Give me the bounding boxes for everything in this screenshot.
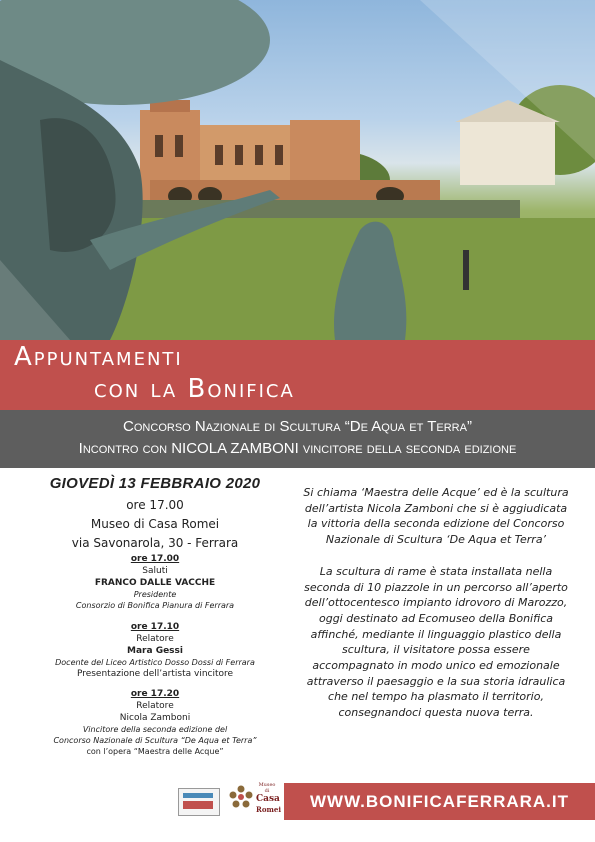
museo-logo-line: Romei: [256, 805, 282, 814]
event-venue: Museo di Casa Romei: [90, 517, 220, 531]
event-time: ore 17.00: [126, 498, 184, 512]
program-desc: Presidente: [133, 590, 177, 599]
header-photo: [0, 0, 595, 340]
program-desc: Consorzio di Bonifica Pianura di Ferrara: [75, 601, 235, 610]
title-line-2: con la Bonifica: [94, 374, 295, 404]
event-date: GIOVEDÌ 13 FEBBRAIO 2020: [49, 475, 261, 492]
title-line-1: Appuntamenti: [14, 342, 183, 372]
program-desc: Docente del Liceo Artistico Dosso Dossi di Ferrara: [55, 658, 255, 667]
program-speaker: Mara Gessi: [127, 646, 183, 656]
website-link[interactable]: WWW.BONIFICAFERRARA.IT: [284, 783, 595, 820]
program-desc: Vincitore della seconda edizione del: [82, 725, 228, 734]
program-time: ore 17.20: [130, 689, 180, 699]
flower-logo-icon: [228, 784, 254, 814]
program-desc: con l’opera “Maestra delle Acque”: [86, 747, 224, 756]
consorzio-logo: [178, 788, 220, 816]
event-address: via Savonarola, 30 - Ferrara: [71, 536, 239, 550]
program-desc: Presentazione dell’artista vincitore: [76, 669, 234, 679]
museo-casa-romei-logo: [256, 782, 282, 816]
program-speaker: Nicola Zamboni: [119, 713, 191, 723]
program-role: Saluti: [142, 566, 168, 576]
program-time: ore 17.10: [130, 622, 180, 632]
logos: [178, 782, 282, 816]
sculpture-scene-illustration: [0, 0, 595, 340]
program-desc: Concorso Nazionale di Scultura “De Aqua et Terra”: [53, 736, 257, 745]
event-program: [30, 475, 280, 757]
subtitle-line-2: Incontro con NICOLA ZAMBONI vincitore della seconda edizione: [78, 440, 517, 457]
description-paragraph-2: La scultura di rame è stata installata nella seconda di 10 piazzole in un percorso all’aperto dell’ottocentesco impianto idrovoro di Marozzo, oggi destinato ad Ecomuseo della Bonifica affinché, mediante il linguaggio plastico della scultura, il visitatore possa essere accompagnato in modo unico ed emozionale attraverso il paesaggio e la sua storia idraulica che nel tempo ha plasmato il territorio, consegnandoci questa nuova terra.: [304, 564, 568, 720]
program-time: ore 17.00: [130, 554, 180, 564]
description: [302, 485, 570, 737]
subtitle-line-1: Concorso Nazionale di Scultura “De Aqua et Terra”: [123, 418, 472, 435]
program-role: Relatore: [136, 634, 174, 644]
museo-logo-line: Casa: [256, 794, 280, 804]
description-paragraph-1: Si chiama ‘Maestra delle Acque’ ed è la scultura dell’artista Nicola Zamboni che si è aggiudicata la vittoria della seconda edizione del Concorso Nazionale di Scultura ‘De Aqua et Terra’: [303, 486, 569, 547]
program-speaker: FRANCO DALLE VACCHE: [94, 578, 216, 588]
program-role: Relatore: [136, 701, 174, 711]
museo-logo-line: Museo di: [258, 782, 276, 794]
